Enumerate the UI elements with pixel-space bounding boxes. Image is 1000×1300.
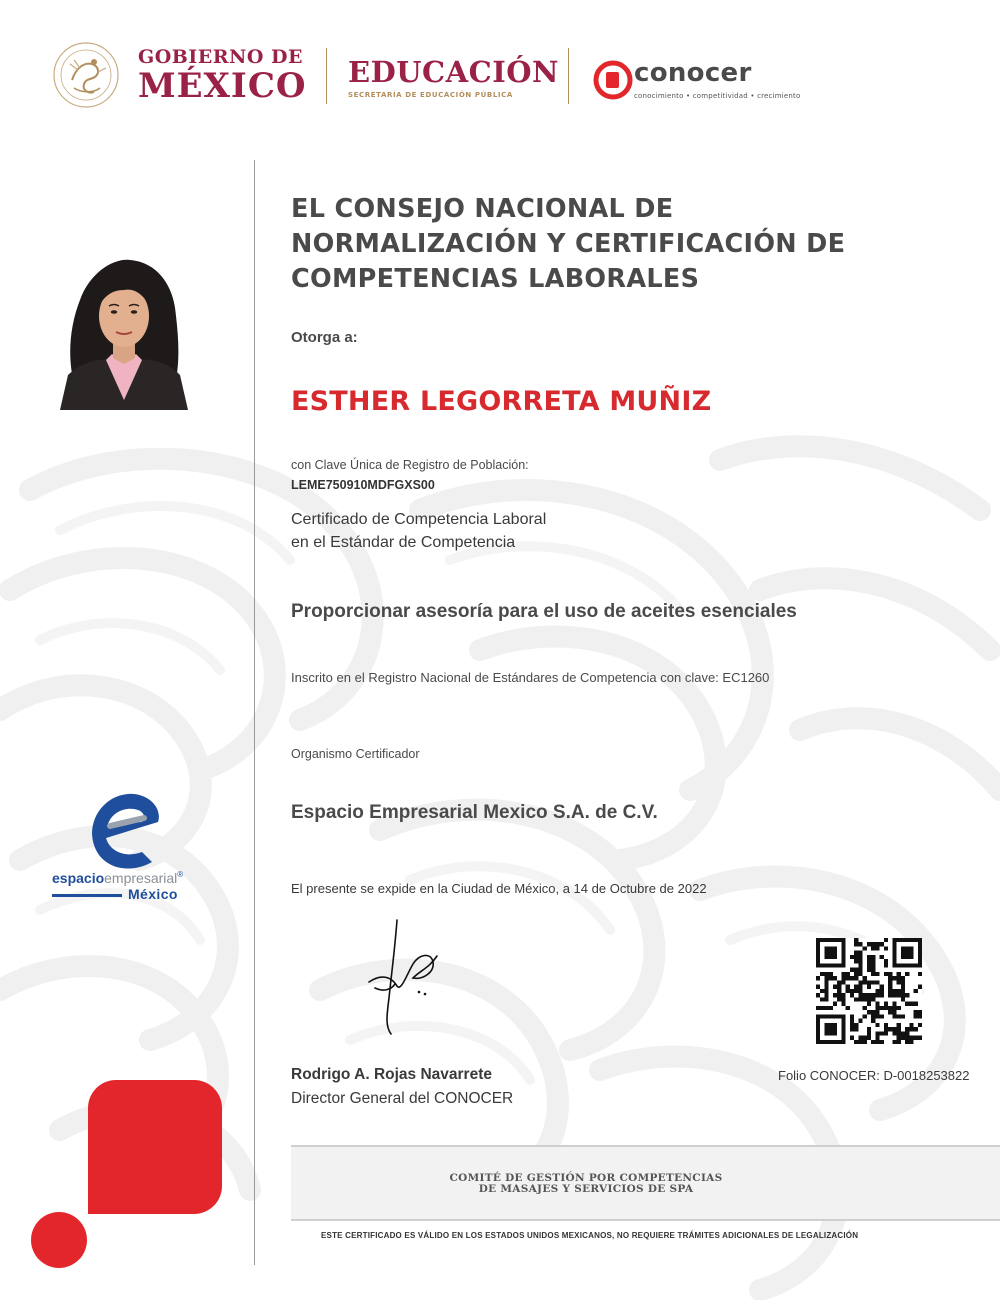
validity-note: ESTE CERTIFICADO ES VÁLIDO EN LOS ESTADOS UNIDOS MEXICANOS, NO REQUIERE TRÁMITES ADICIONALES DE LEGALIZACIÓN (321, 1231, 859, 1240)
gobierno-line2: MÉXICO (138, 66, 307, 106)
curp-label: con Clave Única de Registro de Población: (291, 458, 529, 472)
espacio-underline (52, 894, 122, 897)
header-divider-2 (568, 48, 569, 104)
committee-line1: COMITÉ DE GESTIÓN POR COMPETENCIAS (449, 1172, 723, 1184)
espacio-empresarial-logo (50, 782, 210, 907)
gobierno-line1: GOBIERNO DE (138, 46, 303, 68)
recipient-name: ESTHER LEGORRETA MUÑIZ (291, 386, 712, 417)
espacio-wordmark (52, 870, 183, 886)
standard-name: Proporcionar asesoría para el uso de aceites esenciales (291, 601, 797, 622)
espacio-registered: ® (177, 870, 184, 879)
signer-name: Rodrigo A. Rojas Navarrete (291, 1066, 492, 1083)
org-label: Organismo Certificador (291, 747, 420, 761)
espacio-word1: espacio (52, 870, 105, 886)
espacio-empresarial-logo-icon (78, 782, 168, 870)
mexico-coat-of-arms-icon (48, 40, 124, 110)
signer-title: Director General del CONOCER (291, 1090, 514, 1107)
committee-text (291, 1173, 881, 1195)
folio-number: Folio CONOCER: D-0018253822 (778, 1068, 970, 1083)
conocer-wordmark (634, 60, 801, 100)
main-divider (254, 160, 255, 1265)
certificate-type-line2: en el Estándar de Competencia (291, 534, 516, 551)
registry-text: Inscrito en el Registro Nacional de Estándares de Competencia con clave: EC1260 (291, 670, 770, 685)
educacion-subtitle: SECRETARÍA DE EDUCACIÓN PÚBLICA (348, 91, 513, 99)
conocer-tagline: conocimiento • competitividad • crecimiento (634, 92, 801, 100)
conocer-name: conocer (634, 58, 752, 88)
gobierno-de-mexico-logo (138, 46, 307, 106)
espacio-country: México (128, 886, 178, 902)
curp-value: LEME750910MDFGXS00 (291, 478, 435, 492)
header-divider-1 (326, 48, 327, 104)
council-title: EL CONSEJO NACIONAL DE NORMALIZACIÓN Y CERTIFICACIÓN DE COMPETENCIAS LABORALES (291, 194, 846, 294)
qr-code-icon (816, 938, 922, 1044)
decorative-red-square (88, 1080, 222, 1214)
committee-box (291, 1145, 1000, 1221)
educacion-title: EDUCACIÓN (348, 55, 560, 89)
decorative-red-circle (31, 1212, 87, 1268)
recipient-photo (58, 250, 190, 410)
certificate-type-line1: Certificado de Competencia Laboral (291, 511, 547, 528)
committee-line2: DE MASAJES Y SERVICIOS DE SPA (478, 1183, 694, 1195)
org-name: Espacio Empresarial Mexico S.A. de C.V. (291, 802, 658, 823)
educacion-logo (348, 55, 560, 99)
signature (361, 918, 451, 1036)
issued-text: El presente se expide en la Ciudad de México, a 14 de Octubre de 2022 (291, 881, 707, 896)
conocer-logo-icon (593, 60, 633, 100)
otorga-label: Otorga a: (291, 329, 358, 346)
header (48, 40, 828, 110)
espacio-word2: empresarial (104, 870, 178, 886)
